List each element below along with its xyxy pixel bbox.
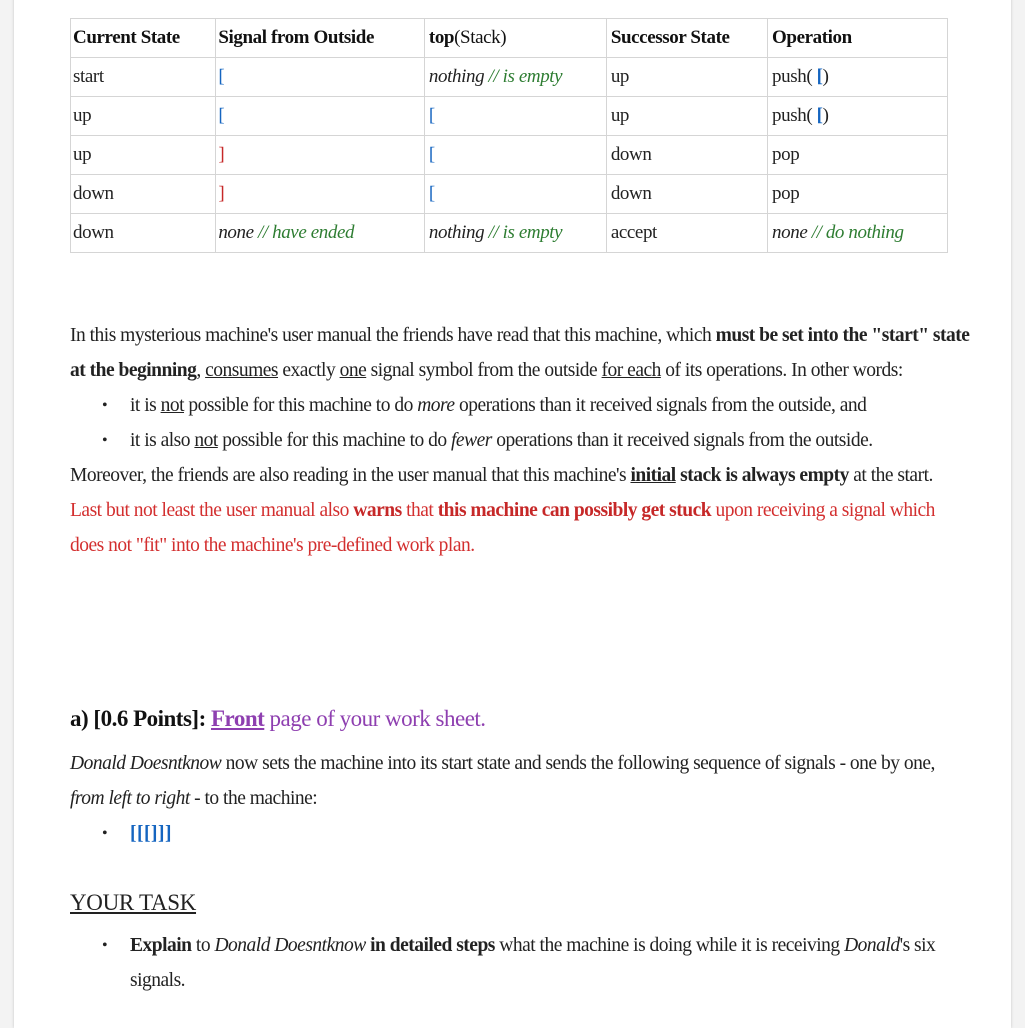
- table-row: [71, 58, 948, 97]
- warning-paragraph: [70, 493, 970, 563]
- text-run: exactly: [278, 360, 340, 381]
- cell-current: up: [71, 97, 216, 136]
- op-push: push(: [772, 66, 813, 87]
- header-top-stack: [424, 19, 606, 58]
- cell-signal: [: [216, 58, 425, 97]
- cell-top-nothing: nothing: [428, 222, 489, 243]
- text-run-underlined: one: [339, 360, 367, 381]
- cell-signal: ]: [216, 175, 425, 214]
- op-push: push(: [772, 105, 813, 126]
- op-arg: [: [816, 66, 823, 87]
- header-top-rest: (Stack): [454, 27, 507, 48]
- section-a-heading: [70, 706, 486, 732]
- stack-paragraph: [70, 458, 970, 493]
- cell-successor: accept: [606, 214, 767, 253]
- text-run-underlined: not: [194, 430, 218, 451]
- op-close: ): [822, 105, 829, 126]
- section-a-paragraph: [70, 746, 970, 816]
- cell-top-comment: // is empty: [488, 66, 563, 87]
- cell-top-nothing: nothing: [428, 66, 489, 87]
- cell-successor: down: [606, 175, 767, 214]
- cell-top-comment: // is empty: [488, 222, 563, 243]
- manual-description: [70, 318, 970, 563]
- document-page: [14, 0, 1011, 1028]
- text-run: of its operations. In other words:: [660, 360, 903, 381]
- rules-list: [70, 388, 970, 458]
- signal-sequence: [[[]]]: [130, 823, 172, 844]
- signal-comment: // have ended: [258, 222, 355, 243]
- front-link[interactable]: Front: [210, 706, 265, 731]
- text-run: that: [401, 500, 438, 521]
- cell-operation: [768, 97, 948, 136]
- text-run: to: [191, 935, 215, 956]
- text-run: upon receiving a signal which does not "fit" into the machine's pre-defined work plan.: [70, 500, 935, 556]
- text-run-bold-underlined: initial: [630, 465, 676, 486]
- op-none: none: [772, 222, 812, 243]
- cell-operation: pop: [768, 175, 948, 214]
- cell-current: up: [71, 136, 216, 175]
- transition-table: [70, 18, 948, 253]
- cell-signal: [: [216, 97, 425, 136]
- table-header-row: [71, 19, 948, 58]
- text-run: it is: [130, 395, 161, 416]
- cell-operation: [768, 58, 948, 97]
- cell-operation: pop: [768, 136, 948, 175]
- text-run-bold: in detailed steps: [370, 935, 495, 956]
- list-item: [130, 388, 970, 423]
- text-run: 's six signals.: [130, 935, 936, 991]
- text-run: operations than it received signals from the outside, and: [454, 395, 867, 416]
- text-run-underlined: not: [160, 395, 185, 416]
- text-run: it is also: [130, 430, 195, 451]
- text-run-bold: must be set into the "start" state at the beginning: [70, 325, 970, 381]
- text-run-italic: from left to right: [70, 788, 190, 809]
- cell-top: [: [424, 136, 606, 175]
- table-row: [71, 136, 948, 175]
- list-item: [130, 928, 970, 998]
- text-run-bold: this machine can possibly get stuck: [437, 500, 712, 521]
- text-run: possible for this machine to do: [184, 395, 418, 416]
- text-run: operations than it received signals from the outside.: [491, 430, 873, 451]
- cell-operation: [768, 214, 948, 253]
- text-run: what the machine is doing while it is receiving: [494, 935, 845, 956]
- table-row: [71, 97, 948, 136]
- op-comment: // do nothing: [811, 222, 904, 243]
- table-row: [71, 175, 948, 214]
- text-run: signal symbol from the outside: [366, 360, 602, 381]
- text-run: Last but not least the user manual also: [70, 500, 354, 521]
- text-run: Moreover, the friends are also reading in the user manual that this machine's: [70, 465, 631, 486]
- text-run-italic: Donald: [844, 935, 900, 956]
- header-signal: Signal from Outside: [216, 19, 425, 58]
- op-close: ): [822, 66, 829, 87]
- cell-successor: up: [606, 58, 767, 97]
- section-a-body: [70, 746, 970, 851]
- signal-none: none: [218, 222, 258, 243]
- cell-top: [424, 58, 606, 97]
- text-run: ,: [196, 360, 206, 381]
- text-run-underlined: for each: [601, 360, 661, 381]
- table-row: [71, 214, 948, 253]
- header-successor: Successor State: [606, 19, 767, 58]
- text-run: possible for this machine to do: [217, 430, 451, 451]
- header-operation: Operation: [768, 19, 948, 58]
- task-body: [70, 928, 970, 998]
- text-run: - to the machine:: [189, 788, 318, 809]
- task-list: [70, 928, 970, 998]
- text-run-italic: Donald Doesntknow: [70, 753, 222, 774]
- text-run-bold: stack is always empty: [675, 465, 849, 486]
- task-title: YOUR TASK: [70, 890, 197, 915]
- cell-current: down: [71, 214, 216, 253]
- text-run: now sets the machine into its start state and sends the following sequence of signals - one by one,: [221, 753, 935, 774]
- cell-current: start: [71, 58, 216, 97]
- text-run-bold: Explain: [130, 935, 192, 956]
- cell-signal: [216, 214, 425, 253]
- sequence-list: [70, 816, 970, 851]
- section-a-rest: page of your work sheet.: [264, 706, 486, 731]
- text-run-underlined: consumes: [205, 360, 279, 381]
- text-run-italic: fewer: [451, 430, 492, 451]
- intro-paragraph: [70, 318, 970, 388]
- cell-current: down: [71, 175, 216, 214]
- section-a-label: a) [0.6 Points]:: [70, 706, 211, 731]
- cell-successor: up: [606, 97, 767, 136]
- cell-signal: ]: [216, 136, 425, 175]
- header-current-state: Current State: [71, 19, 216, 58]
- text-run: at the start.: [848, 465, 933, 486]
- list-item: [130, 816, 970, 851]
- cell-top: [: [424, 175, 606, 214]
- header-top-bold: top: [428, 27, 455, 48]
- text-run-italic: more: [417, 395, 455, 416]
- op-arg: [: [816, 105, 823, 126]
- cell-top: [424, 214, 606, 253]
- cell-top: [: [424, 97, 606, 136]
- text-run-italic: Donald Doesntknow: [214, 935, 366, 956]
- text-run-bold: warns: [353, 500, 402, 521]
- text-run: In this mysterious machine's user manual the friends have read that this machine, which: [70, 325, 716, 346]
- list-item: [130, 423, 970, 458]
- cell-successor: down: [606, 136, 767, 175]
